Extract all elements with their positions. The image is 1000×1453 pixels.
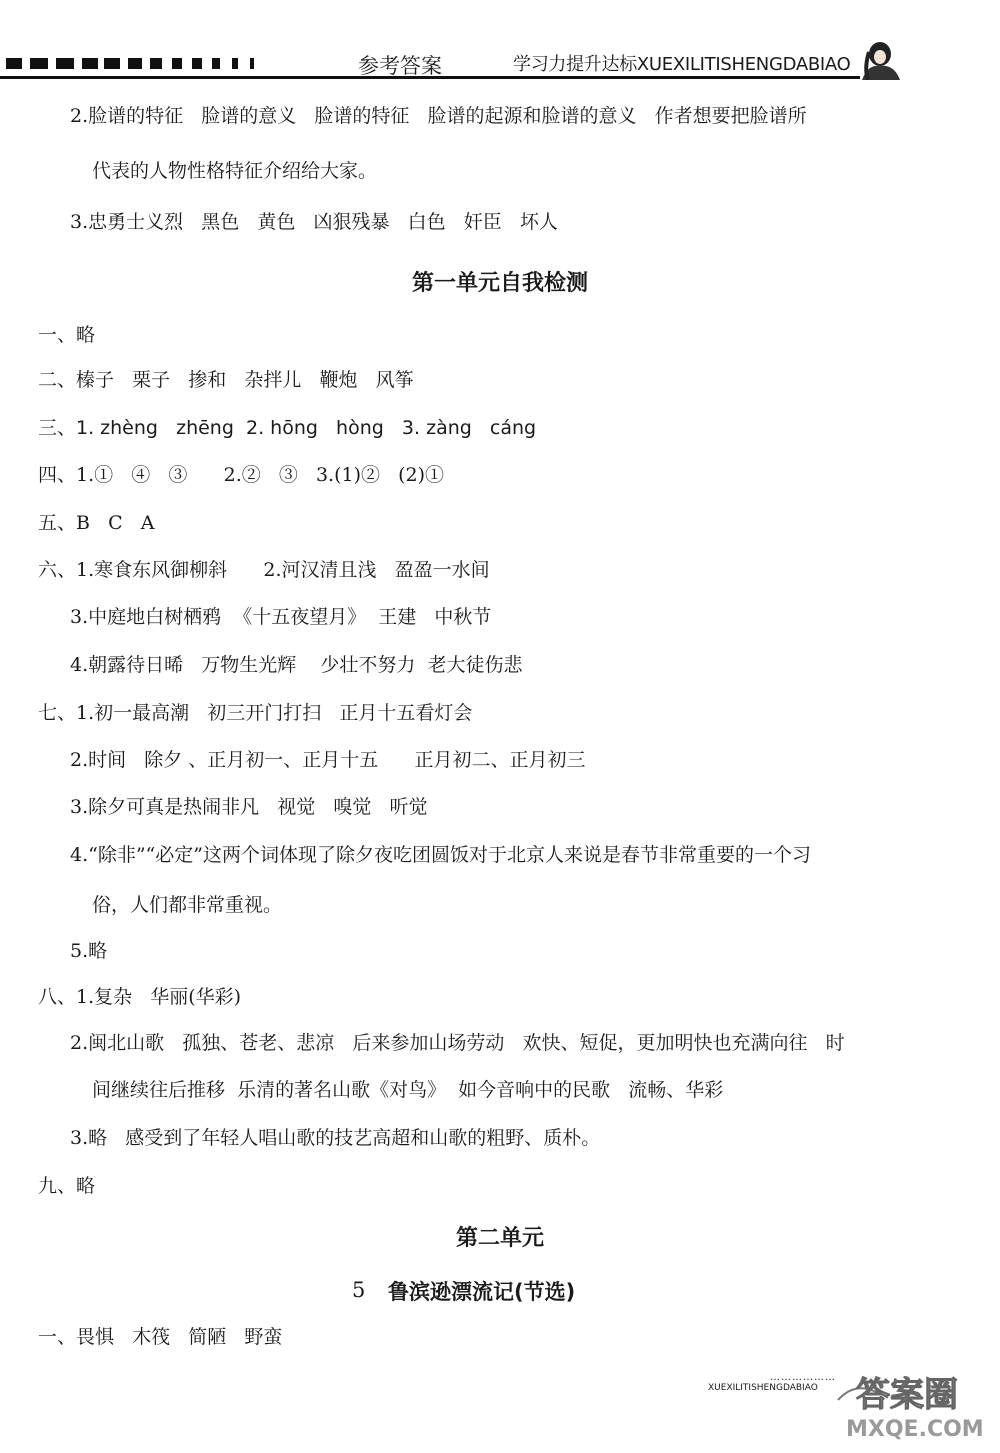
answer-line: 七、1.初一最高潮 初三开门打扫 正月十五看灯会 [38, 702, 473, 724]
footer-brand: XUEXILITISHENGDABIAO [708, 1383, 818, 1393]
answer-line: 4.“除非”“必定”这两个词体现了除夕夜吃团圆饭对于北京人来说是春节非常重要的一个习 [70, 844, 811, 866]
answer-line: 俗，人们都非常重视。 [92, 894, 283, 916]
lesson-title: 鲁滨逊漂流记(节选) [388, 1280, 576, 1304]
answer-line: 3.中庭地白树栖鸦 《十五夜望月》 王建 中秋节 [70, 606, 492, 628]
answer-line: 2.脸谱的特征 脸谱的意义 脸谱的特征 脸谱的起源和脸谱的意义 作者想要把脸谱所 [70, 105, 807, 127]
answer-line: 间继续往后推移 乐清的著名山歌《对鸟》 如今音响中的民歌 流畅、华彩 [92, 1079, 724, 1101]
answer-line: 五、B C A [38, 512, 155, 534]
svg-text:答案圈: 答案圈 [856, 1375, 958, 1415]
answer-line: 八、1.复杂 华丽(华彩) [38, 986, 242, 1008]
answer-line: 三、1. zhèng zhēng 2. hōng hòng 3. zàng cáng [38, 417, 537, 439]
header-answer-title: 参考答案 [358, 54, 442, 78]
answer-line: 5.略 [70, 940, 108, 962]
page-header [0, 40, 1000, 90]
answer-line: 一、畏惧 木筏 简陋 野蛮 [38, 1326, 283, 1348]
answer-line: 二、榛子 栗子 掺和 杂拌儿 鞭炮 风筝 [38, 369, 414, 391]
answer-line: 3.略 感受到了年轻人唱山歌的技艺高超和山歌的粗野、质朴。 [70, 1127, 601, 1149]
answer-line: 代表的人物性格特征介绍给大家。 [92, 160, 378, 182]
answer-line: 2.时间 除夕 、正月初一、正月十五 正月初二、正月初三 [70, 749, 586, 771]
footer-dots: ……………… [770, 1372, 836, 1383]
lesson-number: 5 [352, 1278, 366, 1302]
answer-line: 一、略 [38, 324, 96, 346]
svg-text:MXQE.COM: MXQE.COM [846, 1417, 984, 1440]
header-series-title: 学习力提升达标XUEXILITISHENGDABIAO [513, 54, 851, 75]
answer-line: 2.闽北山歌 孤独、苍老、悲凉 后来参加山场劳动 欢快、短促，更加明快也充满向往 时 [70, 1032, 845, 1054]
answer-line: 3.忠勇士义烈 黑色 黄色 凶狠残暴 白色 奸臣 坏人 [70, 211, 558, 233]
watermark-logo [836, 1360, 986, 1440]
answer-line: 4.朝露待日晞 万物生光辉 少壮不努力 老大徒伤悲 [70, 654, 523, 676]
answer-line: 3.除夕可真是热闹非凡 视觉 嗅觉 听觉 [70, 796, 428, 818]
answer-line: 九、略 [38, 1175, 96, 1197]
unit1-test-heading: 第一单元自我检测 [411, 271, 588, 296]
answer-line: 四、1.① ④ ③ 2.② ③ 3.(1)② (2)① [38, 464, 445, 486]
girl-avatar-icon [852, 40, 908, 80]
unit2-heading: 第二单元 [455, 1226, 544, 1251]
answer-line: 六、1.寒食东风御柳斜 2.河汉清且浅 盈盈一水间 [38, 559, 490, 581]
